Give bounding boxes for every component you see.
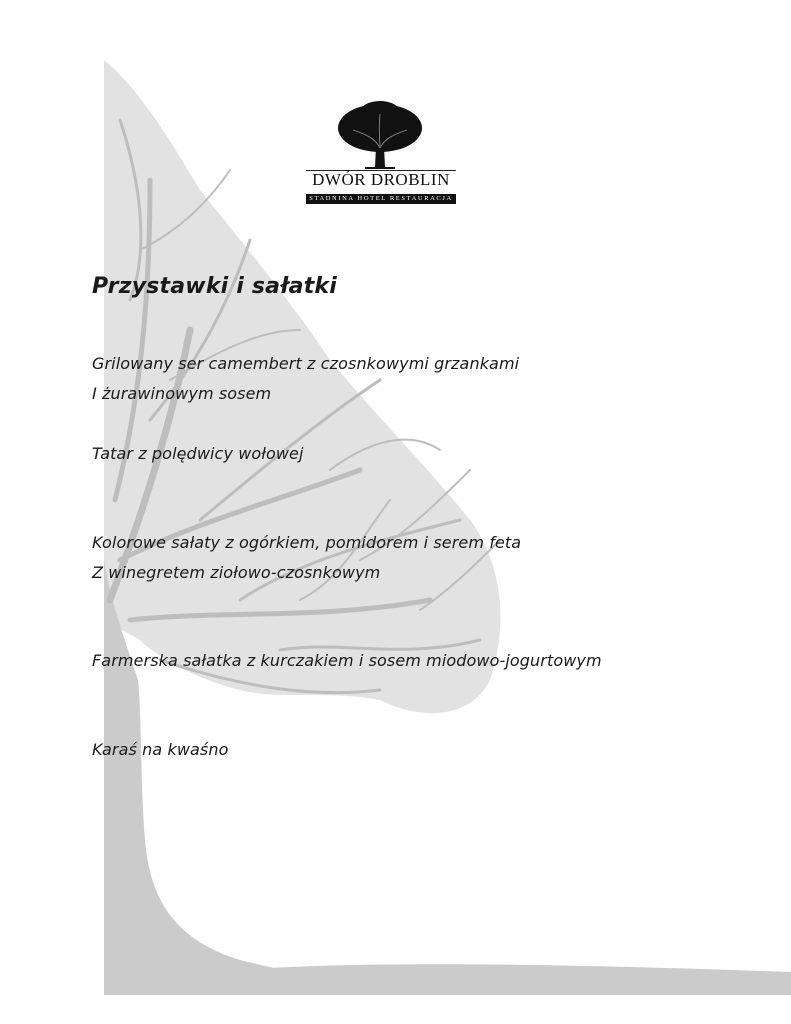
menu-item-line: Grilowany ser camembert z czosnkowymi grzankami: [92, 354, 520, 373]
oak-tree-icon: [335, 100, 425, 172]
section-title: Przystawki i sałatki: [92, 274, 337, 299]
menu-item-line: Tatar z polędwicy wołowej: [92, 444, 304, 463]
menu-item-line: Z winegretem ziołowo-czosnkowym: [92, 563, 381, 582]
logo: [302, 100, 460, 208]
menu-item-line: Kolorowe sałaty z ogórkiem, pomidorem i serem feta: [92, 533, 522, 552]
logo-name: DWÓR DROBLIN: [312, 170, 450, 189]
menu-item-line: Farmerska sałatka z kurczakiem i sosem miodowo-jogurtowym: [92, 651, 602, 670]
menu-item-line: Karaś na kwaśno: [92, 740, 229, 759]
menu-item-line: I żurawinowym sosem: [92, 384, 272, 403]
logo-tagline: STADNINA HOTEL RESTAURACJA: [306, 194, 456, 204]
